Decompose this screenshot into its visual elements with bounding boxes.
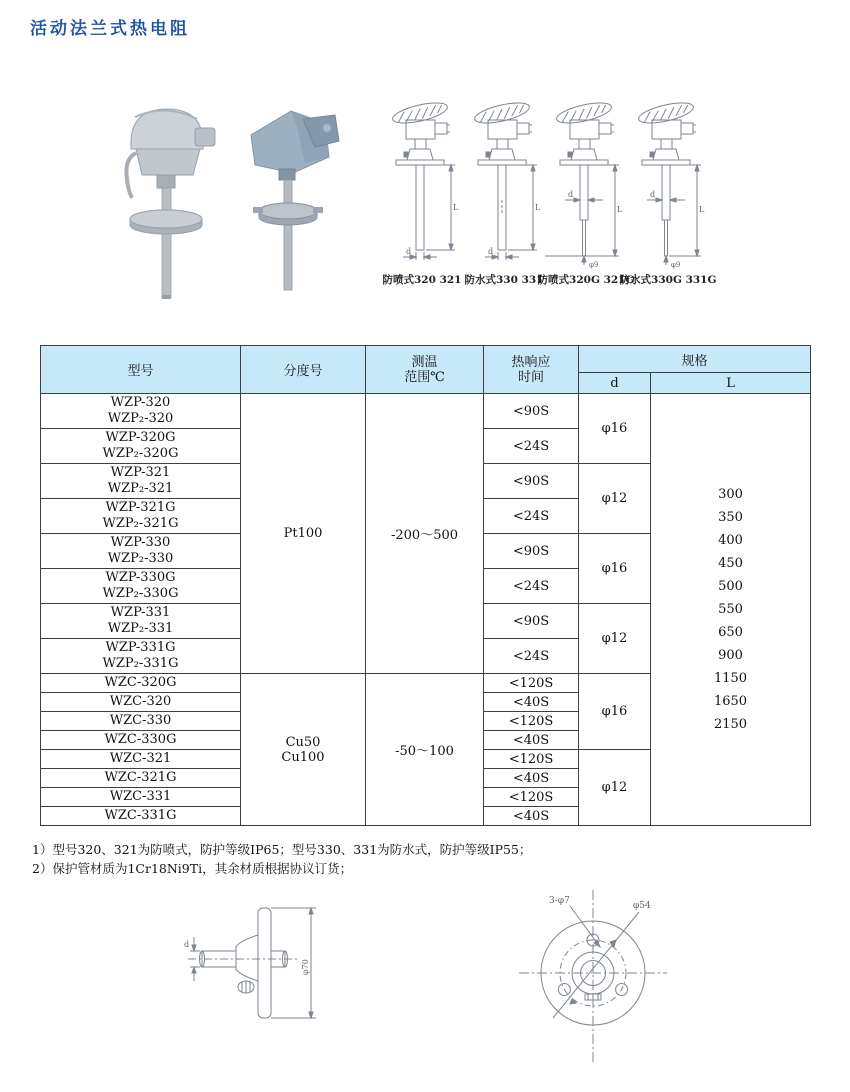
range-cell: -50～100 [366,674,484,826]
dim-d-label: d [406,247,412,256]
col-header-d: d [579,373,651,394]
d-cell: φ12 [579,464,651,534]
response-cell: <40S [484,769,579,788]
range-cell: -200～500 [366,394,484,674]
model-cell: WZC-320G [41,674,241,693]
table-row [41,394,811,429]
response-cell: <24S [484,429,579,464]
model-cell: WZC-330 [41,712,241,731]
response-cell: <24S [484,639,579,674]
dim-L-label: L [699,205,705,214]
response-cell: <90S [484,394,579,429]
diagram-caption: 防喷式320 321 [382,274,462,286]
model-cell: WZP-330 WZP₂-330 [41,534,241,569]
spec-table-section [40,345,811,826]
diagram-caption: 防喷式320G 321G [537,274,635,286]
footnote-1: 1）型号320、321为防喷式，防护等级IP65；型号330、331为防水式，防护等级IP55； [32,842,532,857]
flange-front-view-drawing [515,878,695,1070]
diagram-waterproof-330G-331G [619,100,717,287]
model-cell: WZC-321 [41,750,241,769]
dim-phi70-label: φ70 [301,959,310,975]
model-cell: WZP-320 WZP₂-320 [41,394,241,429]
dim-L-label: L [617,205,623,214]
model-cell: WZP-330G WZP₂-330G [41,569,241,604]
response-cell: <90S [484,604,579,639]
model-cell: WZP-320G WZP₂-320G [41,429,241,464]
rtd-line-drawing [545,100,627,270]
product-photos [105,103,345,308]
angular-head-rtd-photo [233,103,345,301]
response-cell: <120S [484,750,579,769]
response-cell: <24S [484,499,579,534]
response-cell: <120S [484,674,579,693]
col-header-range: 测温 范围℃ [366,346,484,394]
d-cell: φ16 [579,674,651,750]
dim-L-label: L [453,203,459,212]
spec-table [40,345,811,826]
model-cell: WZC-321G [41,769,241,788]
response-cell: <40S [484,731,579,750]
col-header-spec: 规格 [579,346,811,373]
diagram-splashproof-320G-321G [537,100,635,287]
response-cell: <120S [484,712,579,731]
response-cell: <90S [484,464,579,499]
graduation-cell: Pt100 [241,394,366,674]
model-cell: WZC-331G [41,807,241,826]
model-cell: WZC-320 [41,693,241,712]
d-cell: φ16 [579,394,651,464]
rtd-line-drawing [463,100,545,270]
page-title: 活动法兰式热电阻 [30,19,190,38]
dim-d-label: d [184,940,190,949]
d-cell: φ12 [579,750,651,826]
diagram-splashproof-320-321 [381,100,463,287]
dome-head-rtd-photo [105,103,233,308]
dim-tip-label: φ9 [589,261,599,269]
dim-d-label: d [650,190,656,199]
dim-3phi7-label: 3-φ7 [549,896,570,906]
dim-d-label: d [488,247,494,256]
diagram-waterproof-330-331 [463,100,545,287]
response-cell: <40S [484,693,579,712]
d-cell: φ12 [579,604,651,674]
L-values-cell: 300 350 400 450 500 550 650 900 1150 1650 2150 [651,394,811,826]
graduation-cell: Cu50 Cu100 [241,674,366,826]
rtd-line-drawing [627,100,709,270]
footnote-2: 2）保护管材质为1Cr18Ni9Ti，其余材质根据协议订货； [32,861,353,876]
col-header-model: 型号 [41,346,241,394]
dim-L-label: L [535,203,541,212]
model-cell: WZC-330G [41,731,241,750]
dim-phi54-label: φ54 [633,901,651,911]
variant-diagrams [381,100,716,287]
flange-side-view-drawing [180,893,410,1043]
footnotes [32,840,531,878]
response-cell: <24S [484,569,579,604]
model-cell: WZP-331 WZP₂-331 [41,604,241,639]
d-cell: φ16 [579,534,651,604]
dim-d-label: d [568,190,574,199]
dim-tip-label: φ9 [671,261,681,269]
col-header-response: 热响应 时间 [484,346,579,394]
model-cell: WZP-321 WZP₂-321 [41,464,241,499]
diagram-caption: 防水式330 331 [464,274,544,286]
diagram-caption: 防水式330G 331G [619,274,717,286]
model-cell: WZP-331G WZP₂-331G [41,639,241,674]
response-cell: <40S [484,807,579,826]
response-cell: <90S [484,534,579,569]
col-header-graduation: 分度号 [241,346,366,394]
col-header-L: L [651,373,811,394]
model-cell: WZC-331 [41,788,241,807]
rtd-line-drawing [381,100,463,270]
model-cell: WZP-321G WZP₂-321G [41,499,241,534]
response-cell: <120S [484,788,579,807]
